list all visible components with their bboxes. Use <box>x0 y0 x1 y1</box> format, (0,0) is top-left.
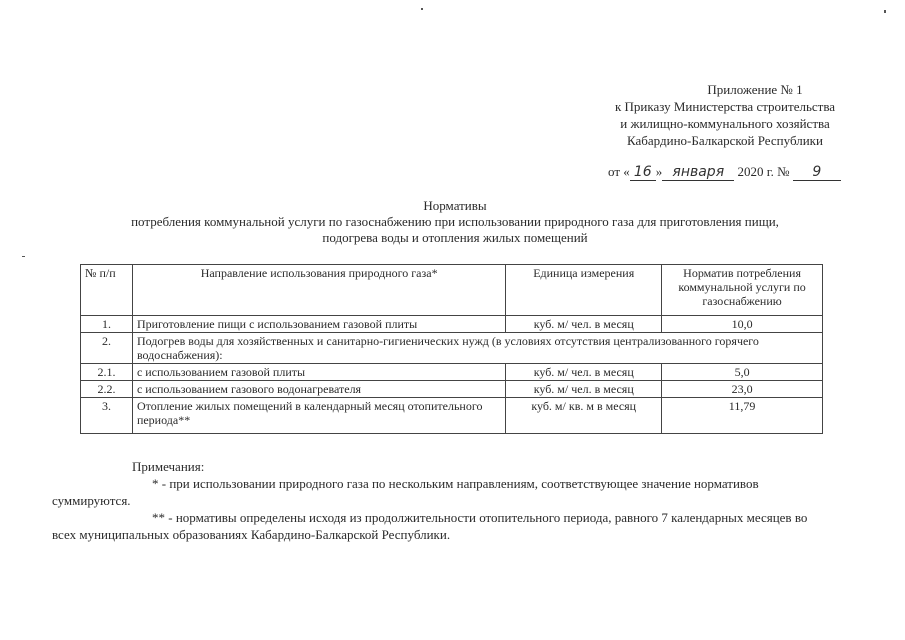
note-one-text: * - при использовании природного газа по нескольким направлениям, соответствующее значение нормативов суммируются. <box>52 476 759 508</box>
row-direction: с использованием газового водонагревателя <box>132 381 505 398</box>
title-line-3: подогрева воды и отопления жилых помещений <box>322 230 588 245</box>
row-value: 23,0 <box>662 381 823 398</box>
order-quote-close: » <box>655 164 663 179</box>
order-month: января <box>662 164 734 181</box>
table-row <box>81 333 823 364</box>
row-unit: куб. м/ чел. в месяц <box>506 381 662 398</box>
row-value: 10,0 <box>662 316 823 333</box>
notes-section <box>52 458 822 543</box>
table-header-row <box>81 265 823 316</box>
row-number: 3. <box>81 398 133 434</box>
table-row <box>81 316 823 333</box>
annex-header <box>560 81 890 149</box>
row-number: 2. <box>81 333 133 364</box>
annex-line-housing: и жилищно-коммунального хозяйства <box>620 116 830 131</box>
header-direction: Направление использования природного газа* <box>132 265 505 316</box>
order-date-line <box>608 164 841 181</box>
table-row <box>81 364 823 381</box>
header-number: № п/п <box>81 265 133 316</box>
row-direction: Подогрев воды для хозяйственных и санитарно-гигиенических нужд (в условиях отсутствия централизованного горячего водоснабжения): <box>132 333 822 364</box>
scan-speck <box>421 8 423 10</box>
row-unit: куб. м/ чел. в месяц <box>506 364 662 381</box>
title-heading: Нормативы <box>423 198 487 213</box>
row-number: 2.2. <box>81 381 133 398</box>
scan-speck <box>884 10 886 13</box>
annex-line-republic: Кабардино-Балкарской Республики <box>627 133 823 148</box>
note-two <box>52 509 822 543</box>
row-direction: Отопление жилых помещений в календарный месяц отопительного периода** <box>132 398 505 434</box>
header-norm: Норматив потребления коммунальной услуги по газоснабжению <box>662 265 823 316</box>
order-year-text: 2020 г. № <box>737 164 790 179</box>
row-unit: куб. м/ чел. в месяц <box>506 316 662 333</box>
row-direction: Приготовление пищи с использованием газовой плиты <box>132 316 505 333</box>
annex-number: Приложение № 1 <box>707 82 803 97</box>
row-direction: с использованием газовой плиты <box>132 364 505 381</box>
norms-table <box>80 264 823 434</box>
note-one <box>52 475 822 509</box>
notes-heading: Примечания: <box>132 459 205 474</box>
row-unit: куб. м/ кв. м в месяц <box>506 398 662 434</box>
annex-line-ministry: к Приказу Министерства строительства <box>614 99 836 114</box>
row-number: 1. <box>81 316 133 333</box>
order-day: 16 <box>630 164 656 181</box>
document-title <box>60 198 850 246</box>
table-row <box>81 398 823 434</box>
note-two-text: ** - нормативы определены исходя из продолжительности отопительного периода, равного 7 календарных месяцев во всех муниципальных образованиях Кабардино-Балкарской Республики. <box>52 510 808 542</box>
row-value: 11,79 <box>662 398 823 434</box>
order-number: 9 <box>793 164 841 181</box>
header-unit: Единица измерения <box>506 265 662 316</box>
row-value: 5,0 <box>662 364 823 381</box>
title-line-2: потребления коммунальной услуги по газоснабжению при использовании природного газа для приготовления пищи, <box>131 214 779 229</box>
scan-speck <box>22 256 25 257</box>
order-prefix: от « <box>608 164 630 179</box>
table-row <box>81 381 823 398</box>
row-number: 2.1. <box>81 364 133 381</box>
